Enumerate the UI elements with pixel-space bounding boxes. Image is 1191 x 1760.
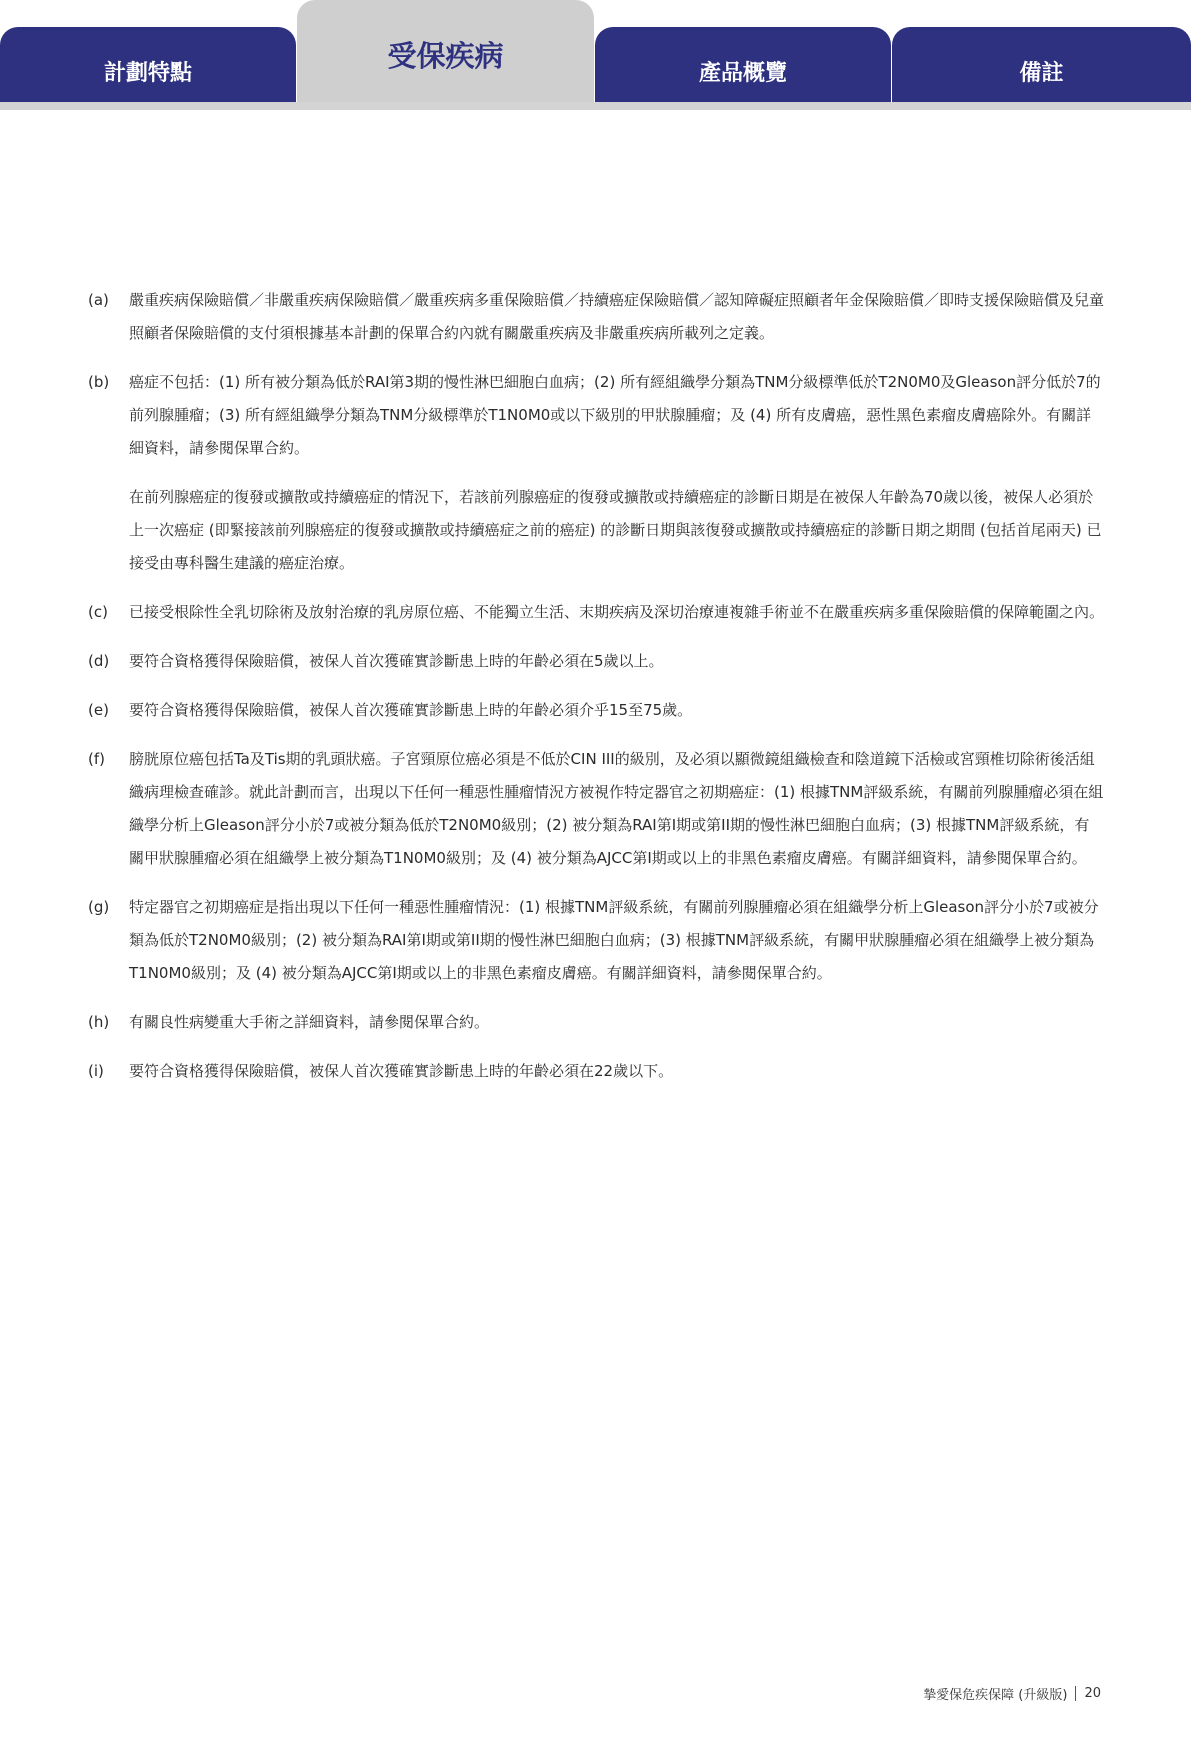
note-text: 要符合資格獲得保險賠償，被保人首次獲確實診斷患上時的年齡必須在22歲以下。: [129, 1062, 674, 1080]
note-c: [88, 596, 1104, 629]
note-text: 要符合資格獲得保險賠償，被保人首次獲確實診斷患上時的年齡必須在5歲以上。: [129, 652, 664, 670]
note-b: [88, 366, 1104, 580]
note-text: 有關良性病變重大手術之詳細資料，請參閱保單合約。: [129, 1013, 490, 1031]
note-text: 癌症不包括：(1) 所有被分類為低於RAI第3期的慢性淋巴細胞白血病；(2) 所有經組織學分類為TNM分級標準低於T2N0M0及Gleason評分低於7的前列腺腫瘤；(3) 所有經組織學分類為TNM分級標準於T1N0M0或以下級別的甲狀腺腫瘤；及 (4) 所有皮膚癌，惡性黑色素瘤皮膚癌除外。有關詳細資料，請參閱保單合約。: [129, 373, 1101, 457]
tab-bar: [0, 0, 1191, 112]
tab-plan-features[interactable]: 計劃特點: [0, 27, 296, 102]
note-g: [88, 891, 1104, 990]
page-footer: [923, 1684, 1101, 1703]
tab-covered-illnesses[interactable]: 受保疾病: [297, 0, 594, 102]
note-e: [88, 694, 1104, 727]
note-text: 已接受根除性全乳切除術及放射治療的乳房原位癌、不能獨立生活、末期疾病及深切治療連複雜手術並不在嚴重疾病多重保險賠償的保障範圍之內。: [129, 603, 1105, 621]
product-name: 摯愛保危疾保障 (升級版): [923, 1688, 1068, 1703]
tab-underline: [0, 102, 1191, 110]
tab-remarks[interactable]: 備註: [892, 27, 1191, 102]
note-label: (e): [88, 701, 109, 719]
page-number: 20: [1084, 1686, 1101, 1701]
note-label: (h): [88, 1013, 110, 1031]
note-label: (i): [88, 1062, 104, 1080]
note-f: [88, 743, 1104, 875]
note-label: (d): [88, 652, 110, 670]
note-h: [88, 1006, 1104, 1039]
note-label: (a): [88, 291, 109, 309]
footer-divider: [1075, 1686, 1076, 1701]
notes-list: [88, 284, 1104, 1104]
note-text: 特定器官之初期癌症是指出現以下任何一種惡性腫瘤情況：(1) 根據TNM評級系統，有關前列腺腫瘤必須在組織學分析上Gleason評分小於7或被分類為低於T2N0M0級別；(2) 被分類為RAI第I期或第II期的慢性淋巴細胞白血病；(3) 根據TNM評級系統，有關甲狀腺腫瘤必須在組織學上被分類為T1N0M0級別；及 (4) 被分類為AJCC第I期或以上的非黑色素瘤皮膚癌。有關詳細資料，請參閱保單合約。: [129, 898, 1099, 982]
note-i: [88, 1055, 1104, 1088]
note-label: (b): [88, 373, 110, 391]
note-text: 在前列腺癌症的復發或擴散或持續癌症的情況下，若該前列腺癌症的復發或擴散或持續癌症的診斷日期是在被保人年齡為70歲以後，被保人必須於上一次癌症 (即緊接該前列腺癌症的復發或擴散或持續癌症之前的癌症) 的診斷日期與該復發或擴散或持續癌症的診斷日期之期間 (包括首尾兩天) 已接受由專科醫生建議的癌症治療。: [129, 488, 1102, 572]
note-a: [88, 284, 1104, 350]
note-text: 嚴重疾病保險賠償／非嚴重疾病保險賠償／嚴重疾病多重保險賠償／持續癌症保險賠償／認知障礙症照顧者年金保險賠償／即時支援保險賠償及兒童照顧者保險賠償的支付須根據基本計劃的保單合約內就有關嚴重疾病及非嚴重疾病所載列之定義。: [129, 291, 1105, 342]
note-text: 要符合資格獲得保險賠償，被保人首次獲確實診斷患上時的年齡必須介乎15至75歲。: [129, 701, 693, 719]
note-d: [88, 645, 1104, 678]
note-text: 膀胱原位癌包括Ta及Tis期的乳頭狀癌。子宮頸原位癌必須是不低於CIN III的級別，及必須以顯微鏡組織檢查和陰道鏡下活檢或宮頸椎切除術後活組織病理檢查確診。就此計劃而言，出現以下任何一種惡性腫瘤情況方被視作特定器官之初期癌症：(1) 根據TNM評級系統，有關前列腺腫瘤必須在組織學分析上Gleason評分小於7或被分類為低於T2N0M0級別；(2) 被分類為RAI第I期或第II期的慢性淋巴細胞白血病；(3) 根據TNM評級系統，有關甲狀腺腫瘤必須在組織學上被分類為T1N0M0級別；及 (4) 被分類為AJCC第I期或以上的非黑色素瘤皮膚癌。有關詳細資料，請參閱保單合約。: [129, 750, 1104, 867]
note-label: (g): [88, 898, 110, 916]
note-label: (c): [88, 603, 108, 621]
note-label: (f): [88, 750, 105, 768]
tab-product-overview[interactable]: 產品概覽: [595, 27, 891, 102]
